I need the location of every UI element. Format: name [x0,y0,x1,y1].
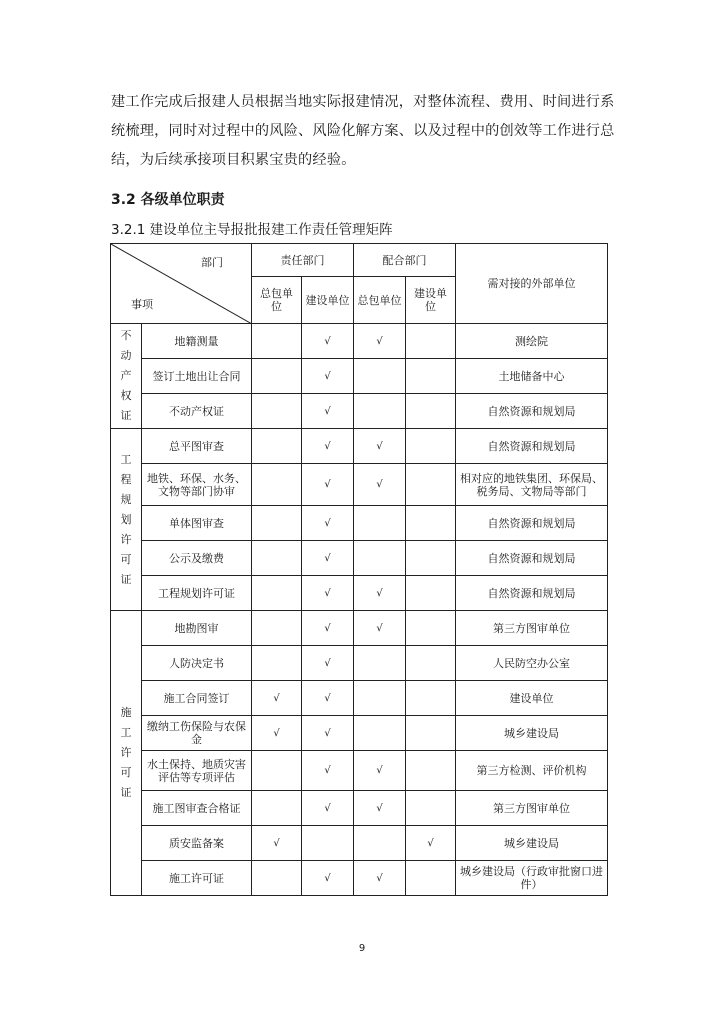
item-cell: 地铁、环保、水务、文物等部门协审 [142,464,252,506]
coop-owner-cell [406,541,456,576]
external-cell: 自然资源和规划局 [456,394,608,429]
resp-owner-cell: √ [302,791,354,826]
external-cell: 测绘院 [456,324,608,359]
resp-owner-cell: √ [302,751,354,791]
table-row [111,541,608,576]
resp-owner-cell: √ [302,394,354,429]
item-cell: 地勘图审 [142,611,252,646]
resp-owner-cell: √ [302,611,354,646]
header-resp-owner: 建设单位 [302,277,354,324]
resp-gc-cell [252,464,302,506]
item-cell: 签订土地出让合同 [142,359,252,394]
external-cell: 第三方图审单位 [456,791,608,826]
coop-owner-cell [406,576,456,611]
coop-gc-cell: √ [354,861,406,896]
coop-gc-cell [354,359,406,394]
external-cell: 城乡建设局 [456,716,608,751]
coop-gc-cell [354,394,406,429]
table-row [111,506,608,541]
external-cell: 城乡建设局（行政审批窗口进件） [456,861,608,896]
resp-gc-cell [252,359,302,394]
external-cell: 建设单位 [456,681,608,716]
coop-owner-cell [406,716,456,751]
coop-owner-cell: √ [406,826,456,861]
item-cell: 施工许可证 [142,861,252,896]
item-cell: 水土保持、地质灾害评估等专项评估 [142,751,252,791]
resp-owner-cell [302,826,354,861]
intro-line: 结，为后续承接项目积累宝贵的经验。 [111,152,356,168]
group-label: 不动产权证 [120,329,132,422]
coop-gc-cell [354,541,406,576]
resp-owner-cell: √ [302,464,354,506]
resp-gc-cell [252,429,302,464]
coop-gc-cell [354,826,406,861]
resp-gc-cell [252,541,302,576]
coop-owner-cell [406,394,456,429]
item-cell: 不动产权证 [142,394,252,429]
resp-owner-cell: √ [302,324,354,359]
external-cell: 自然资源和规划局 [456,506,608,541]
coop-owner-cell [406,359,456,394]
external-cell: 土地储备中心 [456,359,608,394]
header-cooperate: 配合部门 [354,244,456,277]
coop-owner-cell [406,429,456,464]
coop-owner-cell [406,861,456,896]
item-cell: 公示及缴费 [142,541,252,576]
resp-owner-cell: √ [302,861,354,896]
header-item-label: 事项 [131,298,153,311]
table-row [111,429,608,464]
coop-owner-cell [406,646,456,681]
external-cell: 人民防空办公室 [456,646,608,681]
group-label: 工程规划许可证 [120,452,132,586]
group-label-cell [111,429,142,611]
responsibility-matrix-table [110,243,608,896]
intro-line: 统梳理，同时对过程中的风险、风险化解方案、以及过程中的创效等工作进行总 [111,123,615,139]
coop-owner-cell [406,751,456,791]
resp-owner-cell: √ [302,716,354,751]
group-label-cell [111,324,142,429]
header-resp-gc: 总包单位 [252,277,302,324]
subsection-heading: 3.2.1 建设单位主导报批报建工作责任管理矩阵 [111,222,393,238]
intro-line: 建工作完成后报建人员根据当地实际报建情况，对整体流程、费用、时间进行系 [111,94,615,110]
table-row [111,324,608,359]
coop-gc-cell: √ [354,576,406,611]
group-label-cell [111,611,142,896]
coop-gc-cell: √ [354,324,406,359]
resp-owner-cell: √ [302,506,354,541]
table-row [111,464,608,506]
table-row [111,751,608,791]
header-diagonal-line [111,244,252,324]
resp-gc-cell [252,751,302,791]
table-row [111,716,608,751]
table-row [111,576,608,611]
resp-owner-cell: √ [302,541,354,576]
external-cell: 第三方检测、评价机构 [456,751,608,791]
resp-owner-cell: √ [302,429,354,464]
table-row [111,791,608,826]
matrix-body [111,324,608,896]
header-corner-cell [111,244,252,324]
external-cell: 自然资源和规划局 [456,576,608,611]
resp-gc-cell [252,394,302,429]
resp-gc-cell [252,506,302,541]
header-responsible: 责任部门 [252,244,354,277]
coop-owner-cell [406,506,456,541]
resp-gc-cell [252,791,302,826]
group-label: 施工许可证 [120,706,132,799]
coop-owner-cell [406,324,456,359]
resp-gc-cell [252,576,302,611]
resp-gc-cell [252,861,302,896]
resp-gc-cell: √ [252,716,302,751]
item-cell: 施工合同签订 [142,681,252,716]
item-cell: 质安监备案 [142,826,252,861]
table-row [111,861,608,896]
external-cell: 第三方图审单位 [456,611,608,646]
table-row [111,359,608,394]
header-coop-owner: 建设单位 [406,277,456,324]
coop-gc-cell: √ [354,429,406,464]
coop-gc-cell [354,681,406,716]
resp-gc-cell: √ [252,681,302,716]
item-cell: 施工图审查合格证 [142,791,252,826]
item-cell: 工程规划许可证 [142,576,252,611]
coop-gc-cell: √ [354,464,406,506]
section-heading: 3.2 各级单位职责 [111,192,225,208]
table-row [111,826,608,861]
coop-gc-cell: √ [354,791,406,826]
item-cell: 地籍测量 [142,324,252,359]
header-coop-gc: 总包单位 [354,277,406,324]
resp-gc-cell [252,646,302,681]
coop-gc-cell: √ [354,751,406,791]
coop-owner-cell [406,791,456,826]
intro-paragraph [111,88,616,175]
table-row [111,611,608,646]
table-row [111,646,608,681]
external-cell: 自然资源和规划局 [456,541,608,576]
header-external: 需对接的外部单位 [456,244,608,324]
resp-gc-cell: √ [252,826,302,861]
resp-gc-cell [252,324,302,359]
resp-owner-cell: √ [302,681,354,716]
item-cell: 缴纳工伤保险与农保金 [142,716,252,751]
page-number: 9 [358,943,366,954]
header-dept-label: 部门 [201,256,223,269]
external-cell: 城乡建设局 [456,826,608,861]
item-cell: 单体图审查 [142,506,252,541]
coop-gc-cell [354,506,406,541]
coop-owner-cell [406,464,456,506]
coop-gc-cell [354,716,406,751]
item-cell: 人防决定书 [142,646,252,681]
external-cell: 相对应的地铁集团、环保局、税务局、文物局等部门 [456,464,608,506]
coop-owner-cell [406,611,456,646]
coop-owner-cell [406,681,456,716]
external-cell: 自然资源和规划局 [456,429,608,464]
resp-gc-cell [252,611,302,646]
item-cell: 总平图审查 [142,429,252,464]
table-row [111,681,608,716]
resp-owner-cell: √ [302,576,354,611]
coop-gc-cell [354,646,406,681]
table-row [111,394,608,429]
coop-gc-cell: √ [354,611,406,646]
resp-owner-cell: √ [302,359,354,394]
resp-owner-cell: √ [302,646,354,681]
